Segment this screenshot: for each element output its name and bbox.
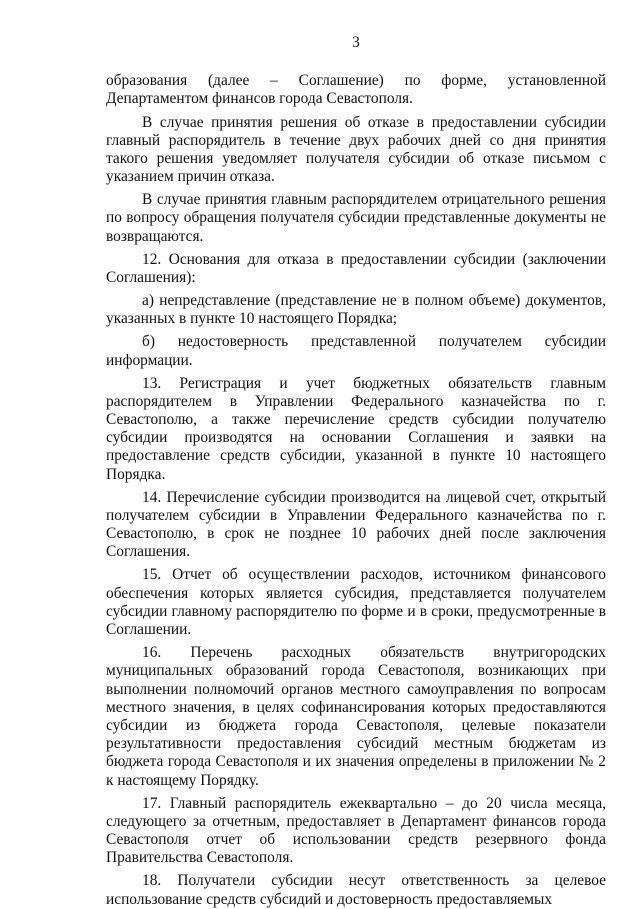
paragraph: образования (далее – Соглашение) по форме, установленной Департаментом финансов города Севастополя. [106, 72, 606, 108]
paragraph: 18. Получатели субсидии несут ответственность за целевое использование средств субсидий и достоверность предоставляемых [106, 872, 606, 908]
paragraph: 14. Перечисление субсидии производится на лицевой счет, открытый получателем субсидии в Управлении Федерального казначейства по г. Севастополю, в срок не позднее 10 рабочих дней после заключения Соглашения. [106, 488, 606, 561]
paragraph: 15. Отчет об осуществлении расходов, источником финансового обеспечения которых является субсидия, представляется получателем субсидии главному распорядителю по форме и в сроки, предусмотренные в Соглашении. [106, 566, 606, 639]
page-number: 3 [352, 34, 360, 51]
paragraph: б) недостоверность представленной получателем субсидии информации. [106, 333, 606, 369]
paragraph: 12. Основания для отказа в предоставлении субсидии (заключении Соглашения): [106, 250, 606, 286]
paragraph: 13. Регистрация и учет бюджетных обязательств главным распорядителем в Управлении Федерального казначейства по г. Севастополю, а также перечисление средств субсидии получателю субсидии производятся на основании Соглашения и заявки на предоставление средств субсидии, указанной в пункте 10 настоящего Порядка. [106, 374, 606, 483]
paragraph: В случае принятия решения об отказе в предоставлении субсидии главный распорядитель в течение двух рабочих дней со дня принятия такого решения уведомляет получателя субсидии об отказе письмом с указанием причин отказа. [106, 113, 606, 186]
paragraph: а) непредставление (представление не в полном объеме) документов, указанных в пункте 10 настоящего Порядка; [106, 292, 606, 328]
paragraph: 17. Главный распорядитель ежеквартально – до 20 числа месяца, следующего за отчетным, предоставляет в Департамент финансов города Севастополя отчет об использовании средств резервного фонда Правительства Севастополя. [106, 794, 606, 867]
paragraph: 16. Перечень расходных обязательств внутригородских муниципальных образований города Севастополя, возникающих при выполнении полномочий органов местного самоуправления по вопросам местного значения, в целях софинансирования которых предоставляются субсидии из бюджета города Севастополя, целевые показатели результативности предоставления субсидий местным бюджетам из бюджета города Севастополя и их значения определены в приложении № 2 к настоящему Порядку. [106, 644, 606, 789]
paragraph: В случае принятия главным распорядителем отрицательного решения по вопросу обращения получателя субсидии представленные документы не возвращаются. [106, 191, 606, 245]
document-body [106, 72, 606, 909]
